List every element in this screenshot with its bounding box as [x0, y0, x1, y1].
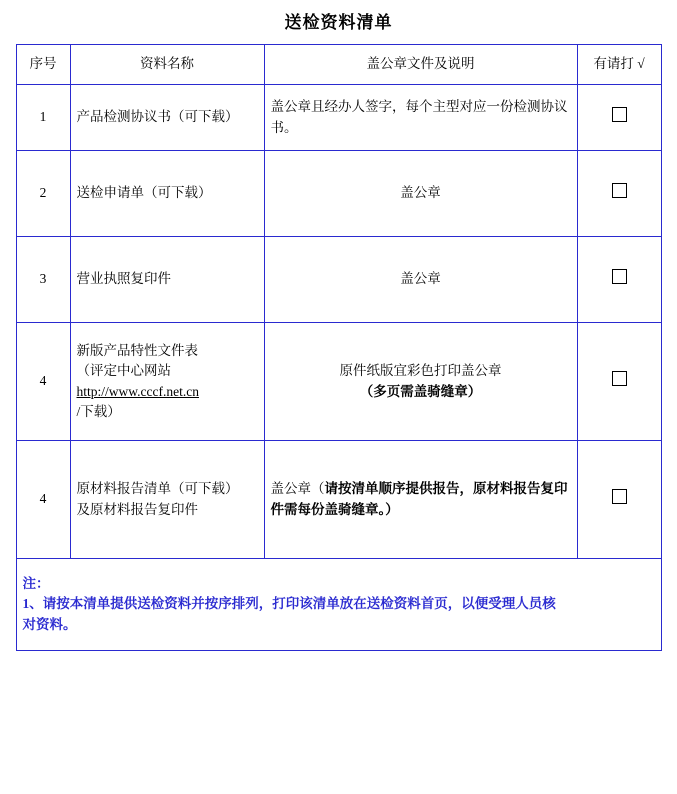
row-description: 盖公章 [264, 151, 577, 237]
note-label: 注： [22, 576, 50, 592]
header-cell-name: 资料名称 [70, 45, 264, 85]
note-line-1: 1、请按本清单提供送检资料并按序排列，打印该清单放在送检资料首页，以便受理人员核 [22, 596, 556, 612]
row-material-name: 送检申请单（可下载） [70, 151, 264, 237]
cccf-website-link[interactable]: http://www.cccf.net.cn [76, 383, 199, 399]
note-block [16, 559, 661, 651]
row-check-cell [577, 441, 661, 559]
checkbox-icon[interactable] [612, 183, 627, 198]
table-row [16, 441, 661, 559]
row-material-name [70, 323, 264, 441]
table-row [16, 237, 661, 323]
checkbox-icon[interactable] [612, 269, 627, 284]
row-check-cell [577, 85, 661, 151]
submission-checklist-table [16, 44, 662, 651]
material-name-line-1: 新版产品特性文件表 [76, 343, 198, 358]
row-description: 盖公章 [264, 237, 577, 323]
checkbox-icon[interactable] [612, 107, 627, 122]
row-material-name [70, 441, 264, 559]
table-row [16, 85, 661, 151]
row-number: 2 [16, 151, 70, 237]
header-cell-no: 序号 [16, 45, 70, 85]
row-number: 4 [16, 323, 70, 441]
note-row [16, 559, 661, 651]
row-check-cell [577, 237, 661, 323]
material-name-line-2: （评定中心网站 [76, 363, 171, 379]
material-name-line-2: 及原材料报告复印件 [76, 501, 198, 517]
row-description [264, 441, 577, 559]
checkbox-icon[interactable] [612, 371, 627, 386]
material-name-line-4: /下载） [76, 403, 121, 419]
table-body [16, 85, 661, 651]
table-header [16, 45, 661, 85]
description-bold: 请按清单顺序提供报告，原材料报告复印件需每份盖骑缝章。） [270, 481, 568, 517]
row-material-name: 产品检测协议书（可下载） [70, 85, 264, 151]
table-row [16, 151, 661, 237]
description-line-2: （多页需盖骑缝章） [359, 383, 482, 399]
row-description [264, 323, 577, 441]
description-plain: 盖公章（ [270, 481, 325, 497]
table-header-row [16, 45, 661, 85]
material-name-line-1: 原材料报告清单（可下载） [76, 481, 239, 497]
header-cell-check: 有请打 √ [577, 45, 661, 85]
row-number: 1 [16, 85, 70, 151]
description-line-1: 原件纸版宜彩色打印盖公章 [339, 363, 502, 379]
note-line-2: 对资料。 [22, 616, 77, 632]
table-row [16, 323, 661, 441]
page-title: 送检资料清单 [284, 13, 393, 32]
row-check-cell [577, 151, 661, 237]
row-number: 4 [16, 441, 70, 559]
row-check-cell [577, 323, 661, 441]
row-description: 盖公章且经办人签字，每个主型对应一份检测协议书。 [264, 85, 577, 151]
checkbox-icon[interactable] [612, 489, 627, 504]
row-material-name: 营业执照复印件 [70, 237, 264, 323]
row-number: 3 [16, 237, 70, 323]
header-cell-desc: 盖公章文件及说明 [264, 45, 577, 85]
